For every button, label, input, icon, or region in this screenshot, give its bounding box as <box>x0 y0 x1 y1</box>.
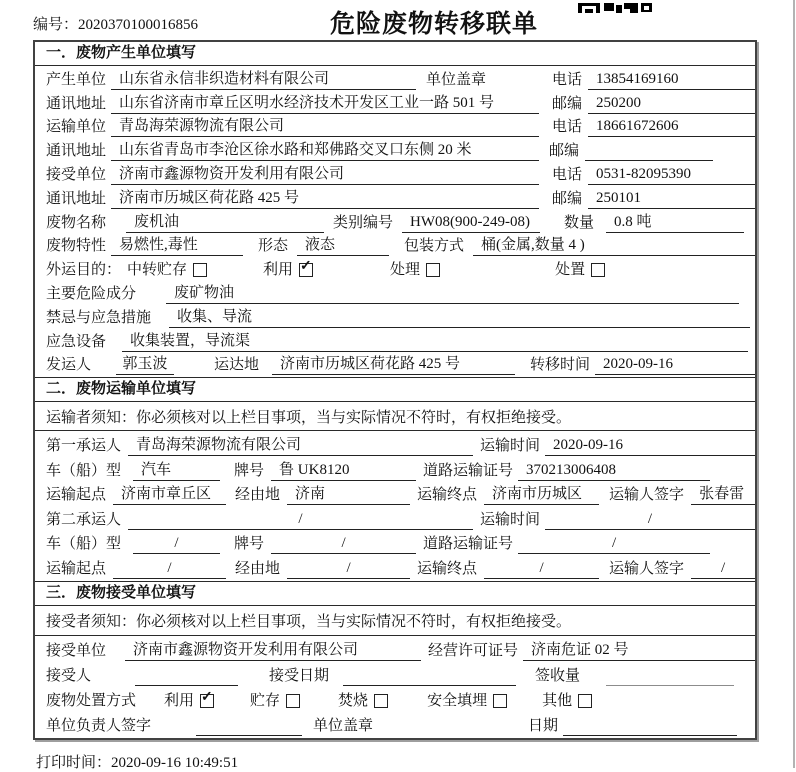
transporter-zip-field <box>585 140 713 161</box>
waste-name-label: 废物名称 <box>46 214 107 231</box>
vehicle1-field: 汽车 <box>133 460 220 481</box>
category-field: HW08(900-249-08) <box>402 212 540 233</box>
amount-label: 签收量 <box>535 667 581 684</box>
row-disposal <box>35 688 755 713</box>
checkbox-disposal-store[interactable] <box>286 694 300 708</box>
waste-name-field: 废机油 <box>126 212 324 233</box>
row-hazard <box>35 282 755 306</box>
character-label: 废物特性 <box>46 238 107 255</box>
equipment-field: 收集装置，导流渠 <box>122 331 748 352</box>
receive-date-field <box>343 665 516 686</box>
equipment-label: 应急设备 <box>46 333 107 350</box>
row-receiver-address <box>35 187 755 211</box>
category-label: 类别编号 <box>333 214 394 231</box>
receiver-phone-field: 0531-82095390 <box>588 164 755 185</box>
taboo-label: 禁忌与应急措施 <box>46 309 152 326</box>
receiving-unit-field: 济南市鑫源物资开发利用有限公司 <box>125 640 421 661</box>
notice-text: 你必须核对以上栏目事项，当与实际情况不符时，有权拒绝接受。 <box>136 613 572 630</box>
row-transporter-address <box>35 139 755 163</box>
carrier1-label: 第一承运人 <box>46 437 122 454</box>
transport-time1-label: 运输时间 <box>480 437 541 454</box>
quantity-field: 0.8 吨 <box>606 212 744 233</box>
row-vehicle2 <box>35 532 755 557</box>
transporter-field: 青岛海荣源物流有限公司 <box>111 116 539 137</box>
sign2-label: 运输人签字 <box>609 560 685 577</box>
receiving-unit-label: 接受单位 <box>46 642 107 659</box>
transport-time2-field: / <box>545 509 755 530</box>
address-label: 通讯地址 <box>46 190 107 207</box>
phone-label: 电话 <box>551 119 582 136</box>
transfer-date-field: 2020-09-16 <box>595 354 755 375</box>
address-label: 通讯地址 <box>46 95 107 112</box>
section1-body <box>35 66 755 377</box>
page-title: 危险废物转移联单 <box>330 11 539 38</box>
via2-field: / <box>287 558 410 579</box>
recipient-field <box>135 665 238 686</box>
checkbox-disposal-use[interactable]: ✓ <box>200 694 214 708</box>
disposal-label: 废物处置方式 <box>46 692 137 709</box>
road-permit2-field: / <box>518 533 710 554</box>
carrier2-label: 第二承运人 <box>46 511 122 528</box>
taboo-field: 收集、导流 <box>169 307 750 328</box>
checkbox-storage[interactable] <box>193 263 207 277</box>
row-receiver <box>35 163 755 187</box>
form-field: 液态 <box>297 235 389 256</box>
disposal-option-landfill: 安全填埋 <box>427 692 488 709</box>
zip-label: 邮编 <box>548 143 579 160</box>
transporter-label: 运输单位 <box>46 119 107 136</box>
section3-title: 三．废物接受单位填写 <box>35 581 755 606</box>
transfer-date-label: 转移时间 <box>530 357 591 374</box>
row-recipient <box>35 663 755 688</box>
producer-address-field: 山东省济南市章丘区明水经济技术开发区工业一路 501 号 <box>111 93 539 114</box>
receiver-label: 接受单位 <box>46 166 107 183</box>
checkbox-dispose[interactable] <box>591 263 605 277</box>
transport-time1-field: 2020-09-16 <box>545 435 755 456</box>
sign1-label: 运输人签字 <box>609 487 685 504</box>
address-label: 通讯地址 <box>46 143 107 160</box>
zip-label: 邮编 <box>551 95 582 112</box>
unit-seal-label: 单位盖章 <box>313 717 374 734</box>
row-waste-character <box>35 235 755 259</box>
disposal-option-other: 其他 <box>542 692 573 709</box>
responsible-sign-field <box>196 715 302 736</box>
vehicle2-field: / <box>133 533 220 554</box>
notice-text: 你必须核对以上栏目事项，当与实际情况不符时，有权拒绝接受。 <box>136 409 572 426</box>
packing-field: 桶(金属,数量 4 ) <box>473 235 755 256</box>
packing-label: 包装方式 <box>404 238 465 255</box>
zip-label: 邮编 <box>551 190 582 207</box>
row-route2 <box>35 556 755 581</box>
print-time-label: 打印时间： <box>36 755 112 771</box>
sign2-field: / <box>691 558 755 579</box>
checkbox-disposal-landfill[interactable] <box>493 694 507 708</box>
recipient-label: 接受人 <box>46 667 92 684</box>
receiver-field: 济南市鑫源物资开发利用有限公司 <box>111 164 539 185</box>
row-transporter <box>35 116 755 140</box>
serial-value: 2020370100016856 <box>78 17 199 33</box>
end1-field: 济南市历城区 <box>484 484 599 505</box>
license-label: 经营许可证号 <box>428 642 519 659</box>
via1-field: 济南 <box>287 484 410 505</box>
row-carrier1 <box>35 433 755 458</box>
section3-notice <box>35 606 755 636</box>
carrier1-field: 青岛海荣源物流有限公司 <box>128 435 473 456</box>
checkbox-use[interactable]: ✓ <box>299 263 313 277</box>
purpose-option-dispose: 处置 <box>555 262 586 279</box>
sign1-field: 张春雷 <box>691 484 755 505</box>
character-field: 易燃性,毒性 <box>111 235 243 256</box>
origin1-field: 济南市章丘区 <box>113 484 226 505</box>
destination-label: 运达地 <box>214 357 260 374</box>
row-producer-address <box>35 92 755 116</box>
transporter-address-field: 山东省青岛市李沧区徐水路和郑佛路交叉口东侧 20 米 <box>111 140 539 161</box>
section2-body <box>35 431 755 581</box>
date-field <box>563 715 737 736</box>
serial-number <box>33 13 198 34</box>
producer-label: 产生单位 <box>46 71 107 88</box>
row-responsible-sign <box>35 713 755 738</box>
license-field: 济南危证 02 号 <box>523 640 755 661</box>
row-producer <box>35 68 755 92</box>
producer-zip-field: 250200 <box>588 93 755 114</box>
road-permit1-label: 道路运输证号 <box>423 462 514 479</box>
road-permit1-field: 370213006408 <box>518 460 710 481</box>
origin1-label: 运输起点 <box>46 487 107 504</box>
serial-label: 编号： <box>33 17 79 33</box>
page-edge-divider <box>793 0 795 768</box>
checkbox-disposal-other[interactable] <box>578 694 592 708</box>
amount-field <box>606 665 734 686</box>
producer-field: 山东省永信非织造材料有限公司 <box>111 69 416 90</box>
receiver-address-field: 济南市历城区荷花路 425 号 <box>111 188 539 209</box>
row-waste-name <box>35 211 755 235</box>
vehicle2-label: 车（船）型 <box>46 536 122 553</box>
section2-title: 二．废物运输单位填写 <box>35 377 755 402</box>
checkbox-disposal-incinerate[interactable] <box>374 694 388 708</box>
section3-body <box>35 636 755 738</box>
notice-label: 接受者须知： <box>46 613 137 630</box>
road-permit2-label: 道路运输证号 <box>423 536 514 553</box>
seal-label: 单位盖章 <box>426 71 487 88</box>
end2-label: 运输终点 <box>417 560 478 577</box>
plate1-field: 鲁 UK8120 <box>271 460 416 481</box>
row-sender <box>35 354 755 378</box>
end2-field: / <box>484 558 599 579</box>
checkbox-treat[interactable] <box>426 263 440 277</box>
purpose-option-use: 利用 <box>263 262 294 279</box>
plate2-field: / <box>271 533 416 554</box>
sender-label: 发运人 <box>46 357 92 374</box>
origin2-label: 运输起点 <box>46 560 107 577</box>
transport-time2-label: 运输时间 <box>480 511 541 528</box>
print-time <box>36 751 238 772</box>
purpose-option-treat: 处理 <box>390 262 421 279</box>
end1-label: 运输终点 <box>417 487 478 504</box>
hazard-label: 主要危险成分 <box>46 285 137 302</box>
section1-title: 一．废物产生单位填写 <box>35 42 755 66</box>
row-carrier2 <box>35 507 755 532</box>
row-taboo <box>35 306 755 330</box>
date-label: 日期 <box>528 717 559 734</box>
row-equipment <box>35 330 755 354</box>
via2-label: 经由地 <box>235 560 281 577</box>
responsible-sign-label: 单位负责人签字 <box>46 717 152 734</box>
via1-label: 经由地 <box>235 487 281 504</box>
quantity-label: 数量 <box>564 214 595 231</box>
plate1-label: 牌号 <box>234 462 265 479</box>
qr-code-icon <box>578 0 652 10</box>
phone-label: 电话 <box>551 166 582 183</box>
form-label: 形态 <box>258 238 289 255</box>
destination-field: 济南市历城区荷花路 425 号 <box>272 354 515 375</box>
receive-date-label: 接受日期 <box>269 667 330 684</box>
disposal-option-use: 利用 <box>164 692 195 709</box>
carrier2-field: / <box>128 509 473 530</box>
sender-field: 郭玉波 <box>116 354 174 375</box>
print-time-value: 2020-09-16 10:49:51 <box>111 755 239 771</box>
row-route1 <box>35 483 755 508</box>
phone-label: 电话 <box>551 71 582 88</box>
row-receiving-unit <box>35 638 755 663</box>
origin2-field: / <box>113 558 226 579</box>
page-header <box>0 0 796 40</box>
disposal-option-incinerate: 焚烧 <box>338 692 369 709</box>
receiver-zip-field: 250101 <box>588 188 755 209</box>
plate2-label: 牌号 <box>234 536 265 553</box>
producer-phone-field: 13854169160 <box>588 69 755 90</box>
disposal-option-store: 贮存 <box>250 692 281 709</box>
transporter-phone-field: 18661672606 <box>588 116 755 137</box>
purpose-label: 外运目的： <box>46 262 122 279</box>
notice-label: 运输者须知： <box>46 409 137 426</box>
purpose-option-storage: 中转贮存 <box>127 262 188 279</box>
hazardous-waste-transfer-form <box>33 40 757 740</box>
section2-notice <box>35 402 755 431</box>
row-purpose <box>35 258 755 282</box>
row-vehicle1 <box>35 458 755 483</box>
hazard-field: 废矿物油 <box>166 283 739 304</box>
vehicle1-label: 车（船）型 <box>46 462 122 479</box>
